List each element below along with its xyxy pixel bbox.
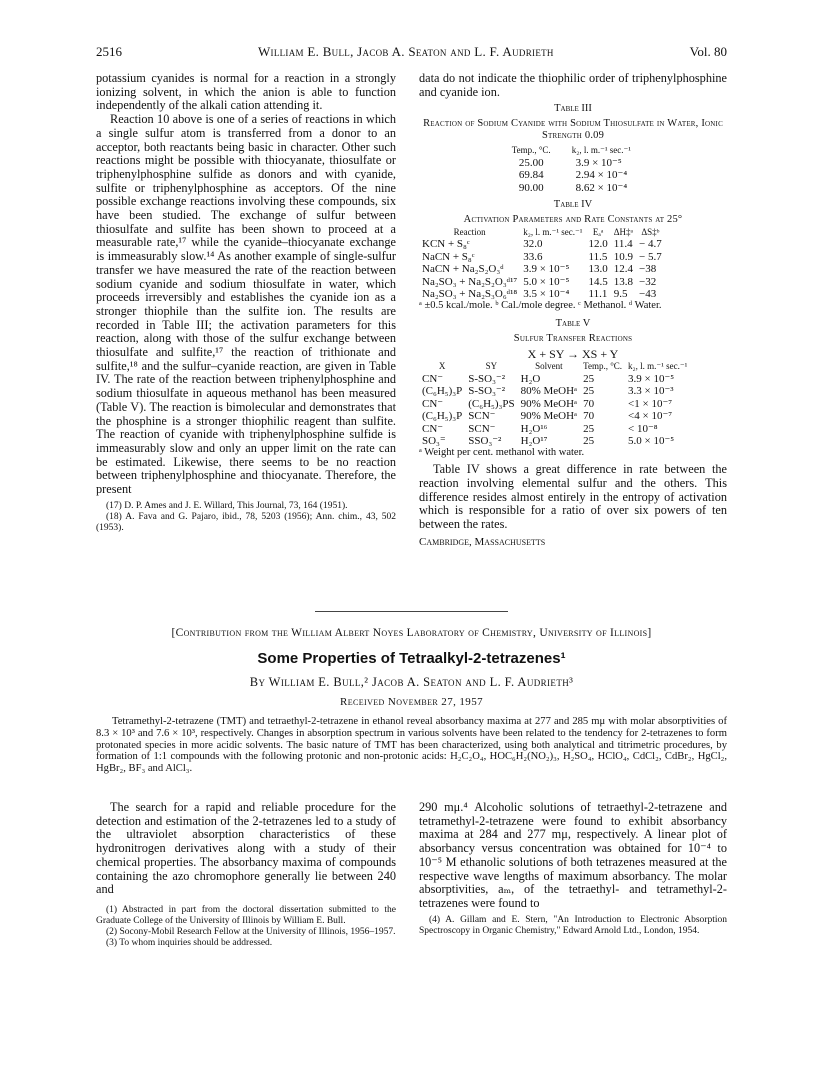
table-cell: CN⁻ bbox=[422, 397, 444, 410]
table-cell: 13.8 bbox=[613, 275, 633, 288]
table-cell: < 10⁻⁸ bbox=[628, 422, 658, 435]
paragraph: Table IV shows a great difference in rate between the reaction involving elemental sulfur and the others. This difference resides almost entirely in the entropy of activation which is responsible for a ratio of over six powers of ten between the rates. bbox=[419, 462, 727, 532]
table-cell: 25 bbox=[583, 422, 595, 435]
table-cell: 3.5 × 10⁻⁴ bbox=[523, 288, 570, 301]
volume-number: Vol. 80 bbox=[689, 44, 727, 59]
table-cell: S-SO₃⁻² bbox=[468, 385, 506, 398]
table-header: k₂, l. m.⁻¹ sec.⁻¹ bbox=[571, 145, 631, 156]
contribution-line: [Contribution from the William Albert Noyes Laboratory of Chemistry, University of Illinois] bbox=[171, 627, 652, 639]
paragraph: Reaction 10 above is one of a series of reactions in which a single sulfur atom is transferred from a donor to an acceptor, both reactants being basic in character. Other such reactions might be possible with thiocyanate, thiosulfate or triphenylphosphine sulfide as donors and with cyanide, sulfite or triphenylphosphine as acceptors. Of the nine possible exchange reactions involving these compounds, six have been studied. The exchange of sulfur between thiosulfate and sulfite has been shown to proceed at a measurable rate,¹⁷ while the cyanide–thiocyanate exchange is immeasurably slow.¹⁴ As another example of single-sulfur transfer we have measured the rate of the reaction between sodium cyanide and sodium thiosulfate in water, which proceeds irreversibly and establishes the cyanide ion as a stronger thiophile than the sulfite ion. The results are recorded in Table III; the activation parameters for this reaction, along with those of the sulfur exchange between thiosulfate and sulfite,¹⁷ the reaction of trithionate and sulfite,¹⁸ and the sulfur–cyanide reaction, are given in Table IV. The rate of the reaction between triphenylphosphine and sodium thiosulfate in aqueous methanol has been measured (Table V). The reaction is bimolecular and demonstrates that the phosphine is a stronger thiophilic reagent than sulfite. The reaction of cyanide with triphenylphosphine sulfide is immeasurably slow and only an upper limit on the rate can be estimated. Likewise, there seems to be no reaction between triphenylphosphine and thiocyanate. Therefore, the present bbox=[96, 112, 396, 497]
table-cell: 13.0 bbox=[588, 263, 608, 276]
footnote-4: (4) A. Gillam and E. Stern, "An Introduction to Electronic Absorption Spectroscopy in Organic Chemistry," Edward Arnold Ltd., London, 1954. bbox=[419, 914, 727, 936]
location: Cambridge, Massachusetts bbox=[419, 535, 546, 548]
table-cell: 12.0 bbox=[588, 238, 608, 251]
table-cell: −43 bbox=[639, 288, 657, 301]
table-header: Solvent bbox=[535, 361, 563, 372]
table-cell: 32.0 bbox=[523, 238, 543, 251]
received-date: Received November 27, 1957 bbox=[339, 696, 483, 708]
table-cell: 33.6 bbox=[523, 250, 543, 263]
table-cell: −38 bbox=[639, 263, 657, 276]
table-cell: NaCN + Na₂S₂O₃ᵈ bbox=[422, 263, 504, 276]
table-5-equation: X + SY → XS + Y bbox=[527, 347, 619, 362]
table-cell: 25 bbox=[583, 434, 595, 447]
table-cell: 70 bbox=[583, 397, 595, 410]
table-cell: KCN + S₈ᶜ bbox=[422, 238, 470, 251]
table-cell: SSO₃⁻² bbox=[468, 434, 502, 447]
table-row bbox=[419, 288, 665, 300]
table-row bbox=[419, 435, 690, 447]
table-header: X bbox=[438, 361, 446, 372]
table-cell: S-SO₃⁻² bbox=[468, 372, 506, 385]
article-left-column bbox=[96, 801, 396, 949]
table-5-footnote: ᵃ Weight per cent. methanol with water. bbox=[419, 447, 585, 459]
table-5-label: Table V bbox=[555, 318, 591, 330]
footnote-2: (2) Socony-Mobil Research Fellow at the University of Illinois, 1956–1957. bbox=[106, 926, 396, 937]
table-cell: 25.00 bbox=[518, 156, 544, 169]
footnote-17: (17) D. P. Ames and J. E. Willard, This Journal, 73, 164 (1951). bbox=[106, 500, 348, 511]
table-cell: CN⁻ bbox=[422, 372, 444, 385]
table-3 bbox=[503, 144, 643, 194]
table-cell: NaCN + S₈ᶜ bbox=[422, 250, 475, 263]
table-cell: 90% MeOHᵃ bbox=[520, 397, 578, 410]
running-title: William E. Bull, Jacob A. Seaton and L. F. Audrieth bbox=[257, 44, 554, 59]
table-row bbox=[419, 410, 690, 422]
table-row bbox=[419, 385, 690, 397]
paragraph: The search for a rapid and reliable procedure for the detection and estimation of the 2-tetrazenes led to a study of the ultraviolet absorption characteristics of these hydronitrogen derivatives along with a study of their chemical properties. The absorbancy maxima of compounds containing the azo chromophore generally lie between 240 and bbox=[96, 800, 396, 897]
abstract: Tetramethyl-2-tetrazene (TMT) and tetraethyl-2-tetrazene in ethanol reveal absorbancy maxima at 277 and 285 mμ with molar absorptivities of 8.3 × 10³ and 7.6 × 10³, respectively. Changes in absorption spectrum in various solvents have been related to the tendency for 2-tetrazenes to form protonated species in more acidic solvents. The basic nature of TMT has been characterized, using both analytical and titrimetric procedures, by formation of 1:1 compounds with the following protonic and non-protonic acids: H₂C₂O₄, HOC₆H₂(NO₂)₃, H₂SO₄, HClO₄, CdCl₂, CdBr₂, HgCl₂, HgBr₂, BF₃ and AlCl₃. bbox=[96, 716, 727, 775]
table-cell: (C₆H₅)₃P bbox=[422, 385, 463, 398]
table-row bbox=[419, 373, 690, 385]
table-row bbox=[419, 251, 665, 263]
table-4-footnote: ᵃ ±0.5 kcal./mole. ᵇ Cal./mole degree. ᶜ Methanol. ᵈ Water. bbox=[419, 300, 662, 312]
table-row bbox=[419, 263, 665, 275]
table-row bbox=[419, 398, 690, 410]
table-cell: SO₃⁼ bbox=[422, 434, 446, 447]
table-cell: 9.5 bbox=[613, 288, 628, 301]
table-cell: 11.4 bbox=[613, 238, 633, 251]
footnotes bbox=[96, 905, 396, 949]
table-header: Reaction bbox=[453, 227, 486, 238]
table-cell: Na₂SO₃ + Na₂S₂O₃ᵈ¹⁷ bbox=[422, 275, 518, 288]
table-cell: − 5.7 bbox=[639, 250, 662, 263]
table-row bbox=[419, 276, 665, 288]
table-cell: 8.62 × 10⁻⁴ bbox=[575, 181, 628, 194]
table-cell: 2.94 × 10⁻⁴ bbox=[575, 169, 628, 182]
footnote-18: (18) A. Fava and G. Pajaro, ibid., 78, 5203 (1956); Ann. chim., 43, 502 (1953). bbox=[96, 511, 396, 533]
right-column bbox=[419, 72, 727, 550]
table-cell: (C₆H₅)₃P bbox=[422, 410, 463, 423]
section-divider bbox=[315, 611, 508, 612]
table-cell: SCN⁻ bbox=[468, 422, 496, 435]
table-cell: 5.0 × 10⁻⁵ bbox=[628, 434, 675, 447]
table-row bbox=[503, 169, 643, 181]
article-authors: By William E. Bull,² Jacob A. Seaton and L. F. Audrieth³ bbox=[249, 675, 574, 689]
footnote-1: (1) Abstracted in part from the doctoral dissertation submitted to the Graduate College of the University of Illinois by William E. Bull. bbox=[96, 904, 396, 926]
table-4-label: Table IV bbox=[553, 199, 593, 211]
article-title: Some Properties of Tetraalkyl-2-tetrazenes¹ bbox=[257, 650, 566, 667]
left-column bbox=[96, 72, 396, 534]
table-header: Temp., °C. bbox=[583, 361, 623, 372]
table-3-label: Table III bbox=[554, 103, 592, 115]
table-cell: (C₆H₅)₃PS bbox=[468, 397, 515, 410]
table-5-caption: Sulfur Transfer Reactions bbox=[513, 333, 633, 345]
footnotes bbox=[419, 915, 727, 937]
table-header: Temp., °C. bbox=[511, 145, 551, 156]
table-5 bbox=[419, 360, 690, 447]
table-cell: −32 bbox=[639, 275, 657, 288]
table-cell: H₂O¹⁷ bbox=[520, 434, 548, 447]
table-cell: 11.1 bbox=[588, 288, 608, 301]
table-cell: H₂O¹⁶ bbox=[520, 422, 548, 435]
table-header: ΔS‡ᵇ bbox=[641, 227, 660, 238]
table-header: Eₐᵃ bbox=[592, 227, 604, 238]
table-cell: 14.5 bbox=[588, 275, 608, 288]
table-cell: 25 bbox=[583, 372, 595, 385]
table-cell: 90.00 bbox=[518, 181, 544, 194]
table-cell: 12.4 bbox=[613, 263, 633, 276]
footnotes bbox=[96, 501, 396, 534]
table-row bbox=[503, 182, 643, 194]
table-cell: Na₂SO₃ + Na₂S₃O₆ᵈ¹⁸ bbox=[422, 288, 518, 301]
table-cell: 3.9 × 10⁻⁵ bbox=[575, 156, 622, 169]
page-number: 2516 bbox=[96, 44, 122, 59]
running-header bbox=[96, 44, 727, 60]
table-cell: 10.9 bbox=[613, 250, 633, 263]
table-cell: 90% MeOHᵃ bbox=[520, 410, 578, 423]
table-cell: 25 bbox=[583, 385, 595, 398]
table-cell: 3.9 × 10⁻⁵ bbox=[628, 372, 675, 385]
table-cell: 70 bbox=[583, 410, 595, 423]
table-cell: 80% MeOHᵃ bbox=[520, 385, 578, 398]
table-cell: 11.5 bbox=[588, 250, 608, 263]
table-cell: 3.9 × 10⁻⁵ bbox=[523, 263, 570, 276]
table-header: k₂, l. m.⁻¹ sec.⁻¹ bbox=[628, 361, 688, 372]
table-cell: 5.0 × 10⁻⁵ bbox=[523, 275, 570, 288]
table-row bbox=[419, 238, 665, 250]
paragraph: data do not indicate the thiophilic order of triphenylphosphine and cyanide ion. bbox=[419, 71, 727, 99]
table-cell: − 4.7 bbox=[639, 238, 662, 251]
table-4-caption: Activation Parameters and Rate Constants at 25° bbox=[463, 214, 683, 226]
paragraph: potassium cyanides is normal for a reaction in a strongly ionizing solvent, in which the anion is able to function independently of the alkali cation attending it. bbox=[96, 71, 396, 113]
table-header: k₂, l. m.⁻¹ sec.⁻¹ bbox=[523, 227, 583, 238]
table-4 bbox=[419, 226, 665, 300]
table-cell: 3.3 × 10⁻³ bbox=[628, 385, 674, 398]
table-cell: <1 × 10⁻⁷ bbox=[628, 397, 673, 410]
paragraph: 290 mμ.⁴ Alcoholic solutions of tetraethyl-2-tetrazene and tetramethyl-2-tetrazene were found to exhibit absorbancy maxima at 284 and 277 mμ, respectively. A linear plot of absorbancy versus concentration was obtained for 10⁻⁴ to 10⁻⁵ M ethanolic solutions of both tetrazenes measured at the respective wave lengths of maximum absorbancy. The molar absorptivities, aₘ, of the tetraethyl- and tetramethyl-2-tetrazenes were found to bbox=[419, 800, 727, 910]
table-row bbox=[419, 423, 690, 435]
table-header: SY bbox=[485, 361, 498, 372]
table-header: ΔH‡ᵃ bbox=[613, 227, 633, 238]
table-cell: H₂O bbox=[520, 372, 541, 385]
table-cell: 69.84 bbox=[518, 169, 544, 182]
table-row bbox=[503, 157, 643, 169]
table-cell: SCN⁻ bbox=[468, 410, 496, 423]
table-cell: CN⁻ bbox=[422, 422, 444, 435]
table-3-caption: Reaction of Sodium Cyanide with Sodium Thiosulfate in Water, Ionic Strength 0.09 bbox=[423, 118, 723, 142]
article-right-column bbox=[419, 801, 727, 937]
footnote-3: (3) To whom inquiries should be addressed. bbox=[106, 937, 273, 948]
table-cell: <4 × 10⁻⁷ bbox=[628, 410, 673, 423]
